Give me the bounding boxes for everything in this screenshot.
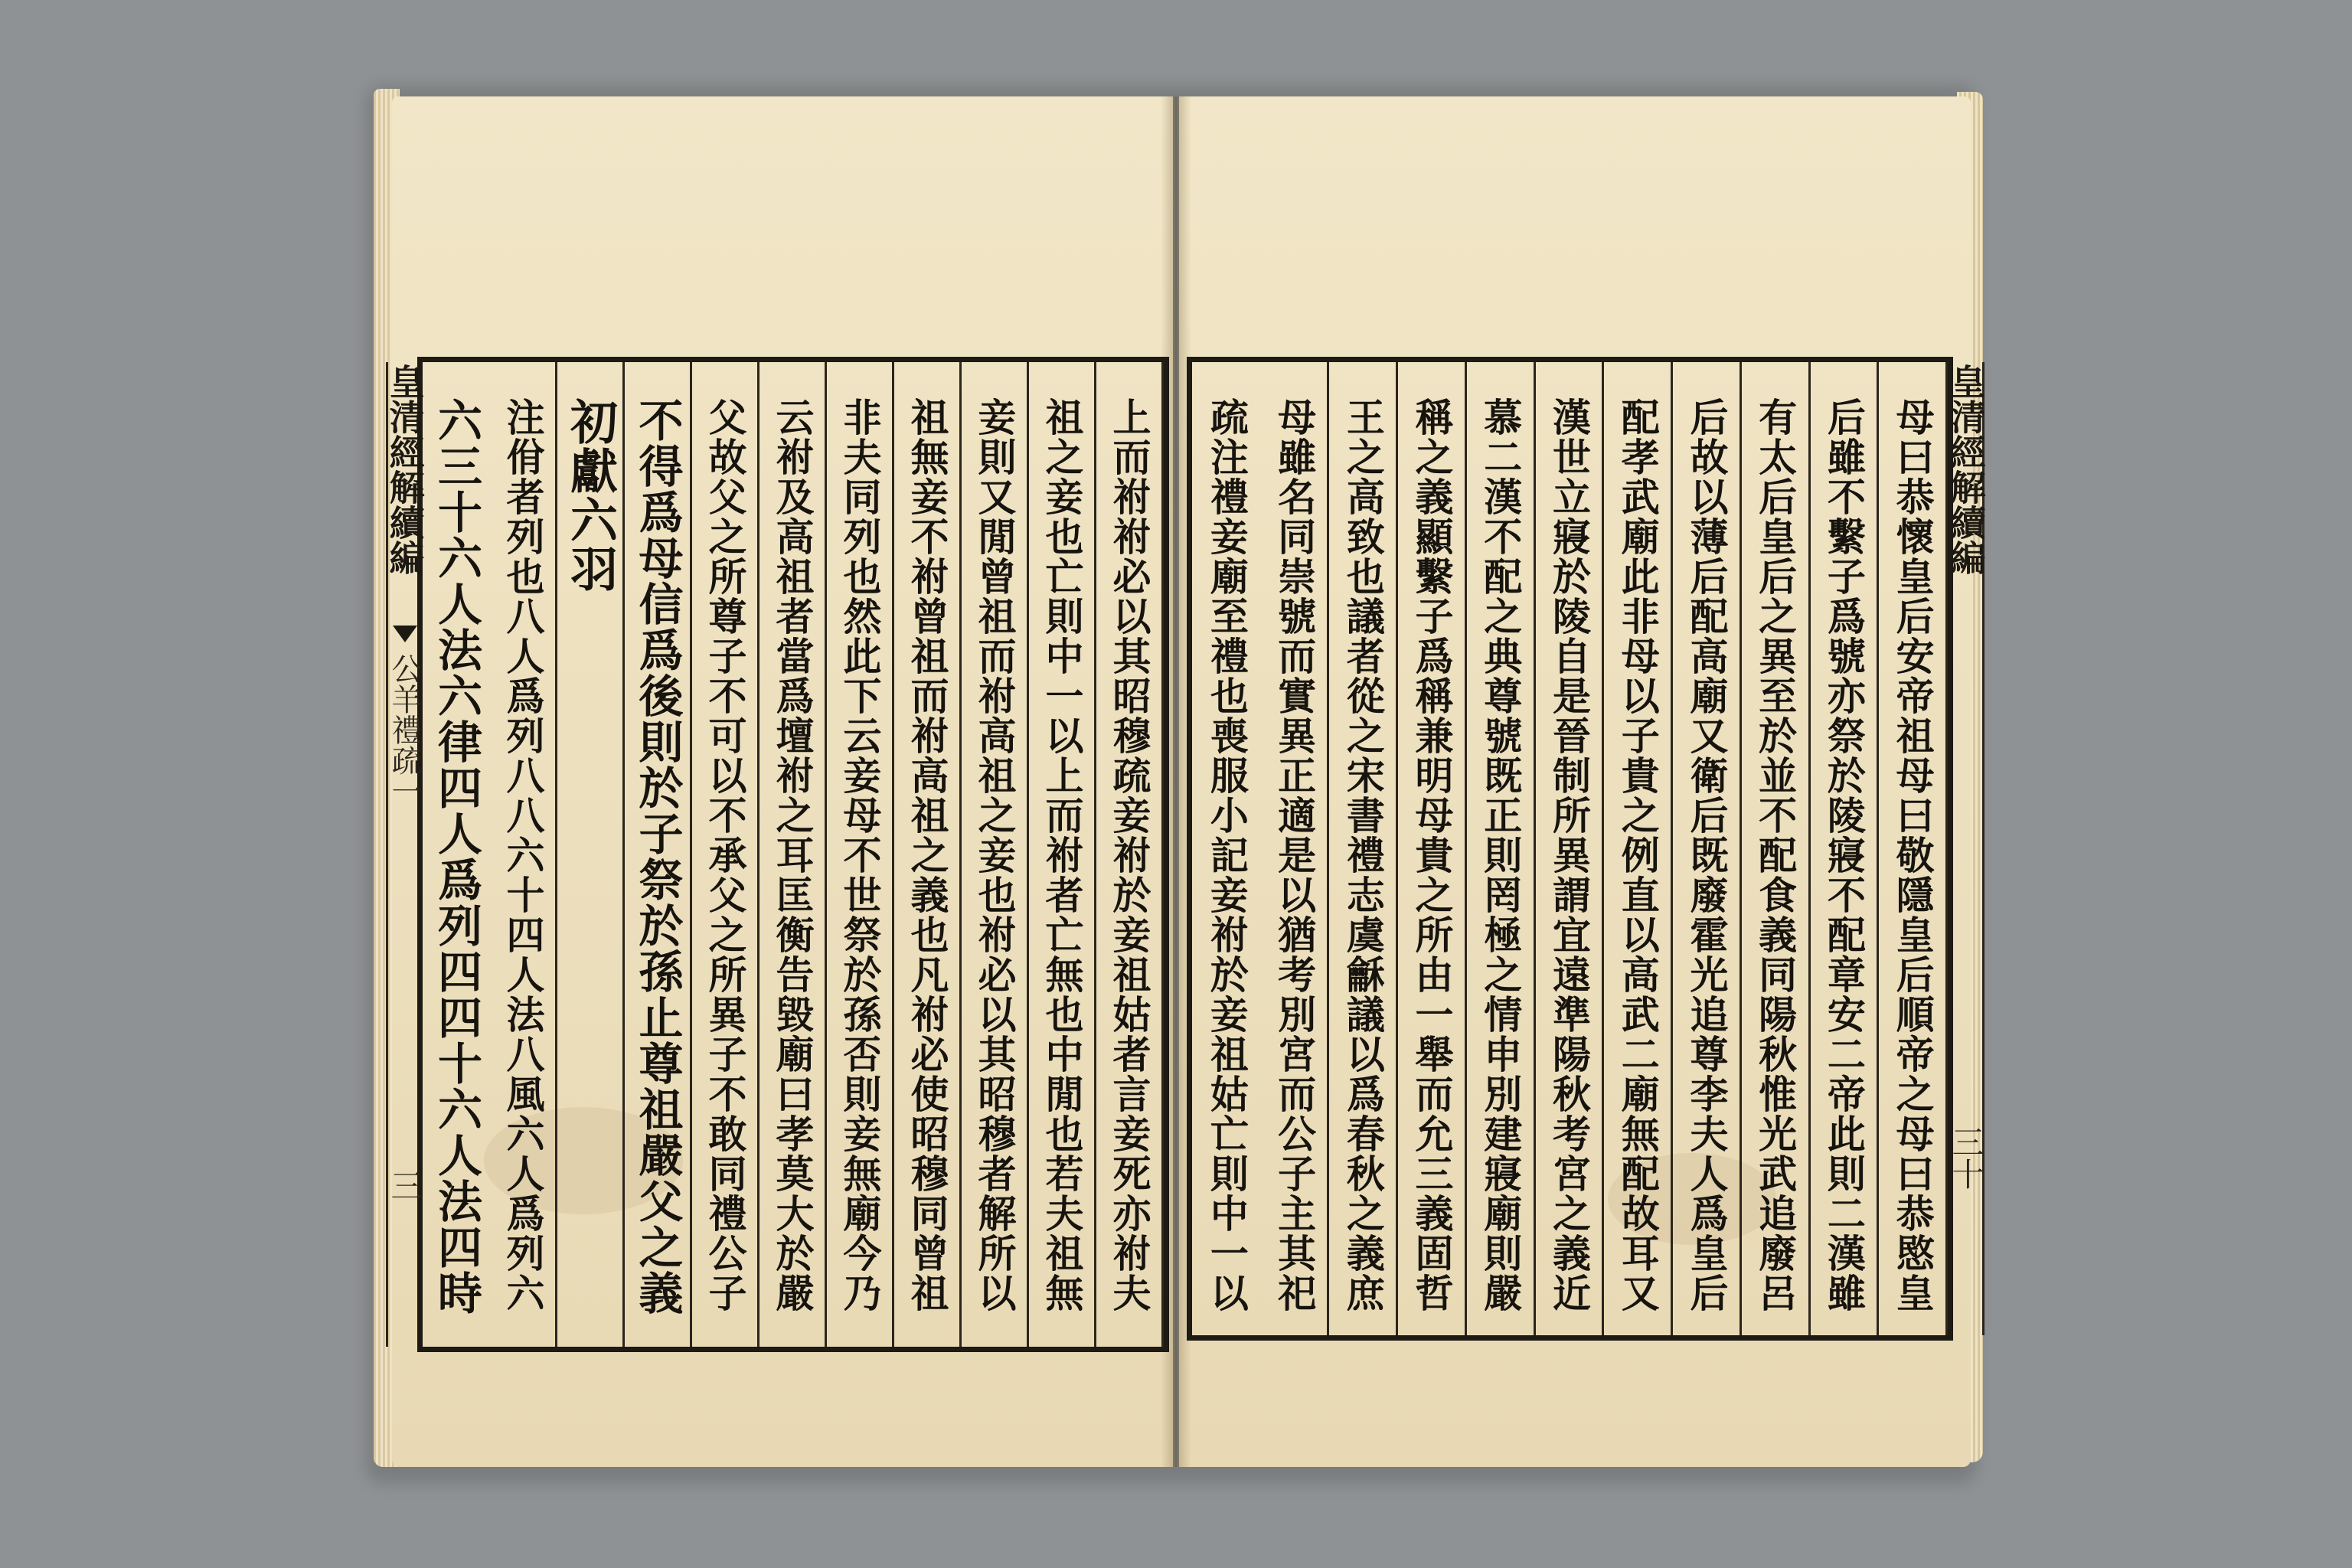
column-text: 不得爲母信爲後則於子祭於孫止尊祖嚴父之義 (631, 397, 684, 1316)
leaf-number: 三 (386, 1169, 424, 1201)
text-column (760, 362, 827, 1347)
banxin-title: 皇清經解續編 (384, 364, 426, 575)
text-column (1029, 362, 1096, 1347)
text-column (1261, 362, 1330, 1335)
column-text: 祖無妾不祔曾祖而祔高祖之義也凡祔必使昭穆同曾祖 (904, 397, 950, 1313)
column-text: 漢世立寢於陵自是晉制所異謂宜遠準陽秋考宮之義近 (1546, 397, 1592, 1313)
column-text: 母雖名同崇號而實異正適是以猶考別宮而公子主其祀 (1272, 397, 1318, 1313)
text-column (1192, 362, 1261, 1335)
text-column (557, 362, 625, 1347)
column-text: 云祔及高祖者當爲壇祔之耳匡衡告毀廟曰孝莫大於嚴 (769, 397, 815, 1313)
column-text: 配孝武廟此非母以子貴之例直以高武二廟無配故耳又 (1615, 397, 1661, 1313)
banxin-subtitle: 公羊禮疏一 (387, 653, 422, 806)
column-text: 有太后皇后之異至於並不配食義同陽秋惟光武追廢呂 (1753, 397, 1798, 1313)
banxin-title: 皇清經解續編 (1945, 364, 1987, 575)
fishtail-mark-icon (393, 626, 417, 642)
column-text: 父故父之所尊子不可以不承父之所異子不敢同禮公子 (702, 397, 748, 1313)
column-text: 稱之義顯繫子爲稱兼明母貴之所由一舉而允三義固哲 (1409, 397, 1455, 1313)
text-column (490, 362, 557, 1347)
text-column (1811, 362, 1880, 1335)
column-text: 上而祔祔必以其昭穆疏妾祔於妾祖姑者言妾死亦祔夫 (1106, 397, 1152, 1313)
column-text: 疏注禮妾廟至禮也喪服小記妾祔於妾祖姑亡則中一以 (1204, 397, 1250, 1313)
text-column (1398, 362, 1467, 1335)
text-column (1096, 362, 1164, 1347)
column-text: 王之高致也議者從之宋書禮志虞龢議以爲春秋之義庶 (1340, 397, 1386, 1313)
column-text: 慕二漢不配之典尊號既正則罔極之情申別建寢廟則嚴 (1478, 397, 1524, 1313)
column-text: 六三十六人法六律四人爲列四四十六人法四時 (430, 397, 482, 1316)
text-column (1742, 362, 1811, 1335)
text-column (692, 362, 760, 1347)
column-text: 祖之妾也亡則中一以上而祔者亡無也中閒也若夫祖無 (1039, 397, 1085, 1313)
left-text-frame (384, 357, 1169, 1352)
text-column (1604, 362, 1673, 1335)
text-column (423, 362, 490, 1347)
text-column (1536, 362, 1605, 1335)
left-banxin (384, 362, 426, 1347)
column-text: 后故以薄后配高廟又衛后既廢霍光追尊李夫人爲皇后 (1684, 397, 1730, 1313)
column-text: 注佾者列也八人爲列八八六十四人法八風六人爲列六 (500, 397, 546, 1313)
text-column (894, 362, 962, 1347)
column-text: 母曰恭懷皇后安帝祖母曰敬隱皇后順帝之母曰恭愍皇 (1890, 397, 1936, 1313)
text-column (1673, 362, 1742, 1335)
text-column (1329, 362, 1398, 1335)
text-column (1879, 362, 1948, 1335)
right-text-frame (1187, 357, 1987, 1341)
right-banxin (1945, 362, 1987, 1335)
column-text: 后雖不繫子爲號亦祭於陵寢不配章安二帝此則二漢雖 (1821, 397, 1867, 1313)
leaf-number: 三十 (1947, 1125, 1985, 1190)
text-column (625, 362, 692, 1347)
column-text: 非夫同列也然此下云妾母不世祭於孫否則妾無廟今乃 (837, 397, 883, 1313)
text-column (827, 362, 894, 1347)
text-column (1467, 362, 1536, 1335)
column-text: 初獻六羽 (562, 397, 619, 593)
text-column (962, 362, 1029, 1347)
column-text: 妾則又閒曾祖而祔高祖之妾也祔必以其昭穆者解所以 (972, 397, 1018, 1313)
